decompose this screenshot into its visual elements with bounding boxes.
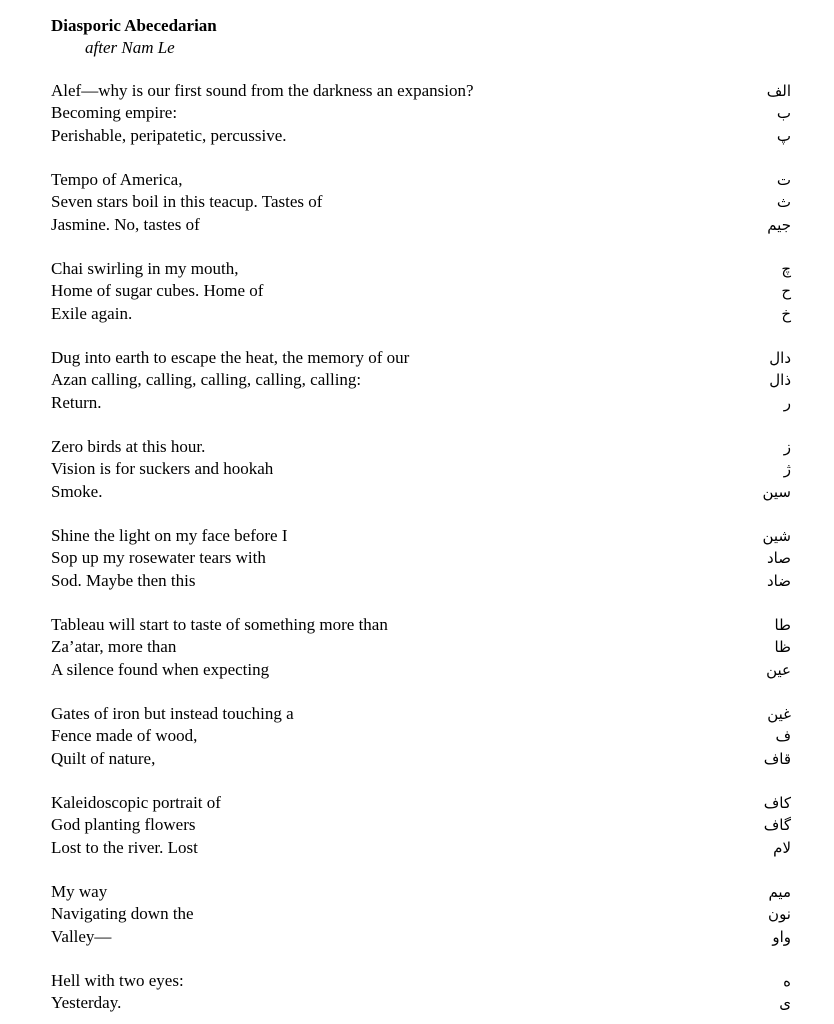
poem-line-english: Za’atar, more than [51, 637, 177, 656]
poem-line [51, 458, 791, 481]
poem-line [51, 125, 791, 148]
poem-line [51, 703, 791, 726]
poem-line-arabic: كاف [763, 793, 791, 812]
poem-line-english: Sop up my rosewater tears with [51, 548, 266, 567]
poem-line-english: Jasmine. No, tastes of [51, 214, 200, 234]
poem-line-arabic: چ [781, 259, 791, 278]
poem-line [51, 970, 791, 993]
poem-line-arabic: نون [768, 905, 791, 923]
poem-line-arabic: جيم [767, 215, 791, 234]
poem-line-english: Quilt of nature, [51, 748, 156, 768]
poem-line-english: Home of sugar cubes. Home of [51, 281, 264, 300]
poem-line-arabic: ز [783, 437, 791, 456]
poem-line-arabic: لام [773, 838, 791, 857]
poem-line [51, 725, 791, 748]
stanza [51, 258, 791, 326]
poem-line [51, 102, 791, 125]
poem-line [51, 748, 791, 771]
poem-line [51, 369, 791, 392]
poem-line [51, 659, 791, 682]
poem-line [51, 992, 791, 1015]
poem-line-english: Zero birds at this hour. [51, 436, 206, 456]
poem-line-english: Valley— [51, 926, 112, 946]
poem-line-english: Sod. Maybe then this [51, 570, 196, 590]
poem-line [51, 169, 791, 192]
poem-line-english: Hell with two eyes: [51, 970, 184, 990]
stanza [51, 169, 791, 237]
poem-line-arabic: سين [762, 482, 791, 501]
poem-line-english: My way [51, 881, 108, 901]
poem-line [51, 636, 791, 659]
poem-line-english: Vision is for suckers and hookah [51, 459, 274, 478]
poem-line [51, 280, 791, 303]
poem-line-arabic: پ [776, 126, 791, 145]
poem-line [51, 881, 791, 904]
stanza [51, 80, 791, 148]
poem-line-arabic: ب [776, 104, 791, 122]
poem-line-english: Azan calling, calling, calling, calling, calling: [51, 370, 362, 389]
stanza [51, 881, 791, 949]
poem-line [51, 347, 791, 370]
poem-line-english: Navigating down the [51, 904, 194, 923]
poem-line-arabic: خ [781, 304, 791, 323]
stanza [51, 436, 791, 504]
poem-line-arabic: دال [769, 348, 791, 367]
poem-line-english: Seven stars boil in this teacup. Tastes of [51, 192, 323, 211]
poem-line [51, 80, 791, 103]
poem-line [51, 547, 791, 570]
poem-line-arabic: گاف [763, 816, 791, 834]
poem-line [51, 214, 791, 237]
poem-subtitle: after Nam Le [85, 37, 175, 57]
poem-line-arabic: ه [783, 971, 791, 990]
poem-line-arabic: عين [766, 660, 791, 679]
poem-line-english: God planting flowers [51, 815, 196, 834]
poem-title: Diasporic Abecedarian [51, 16, 217, 35]
poem-line-arabic: ضاد [767, 571, 791, 590]
poem-line-english: Exile again. [51, 303, 133, 323]
poem-stanzas [51, 80, 791, 1015]
poem-line [51, 792, 791, 815]
poem-line-arabic: صاد [767, 549, 791, 567]
poem-line [51, 837, 791, 860]
poem-line [51, 481, 791, 504]
poem-line-arabic: ف [775, 727, 791, 745]
poem-line-english: Tableau will start to taste of something more than [51, 614, 388, 634]
poem-line-arabic: ژ [783, 460, 791, 478]
poem-line-english: Alef—why is our first sound from the darkness an expansion? [51, 80, 474, 100]
stanza [51, 525, 791, 593]
poem-line [51, 903, 791, 926]
stanza [51, 970, 791, 1015]
poem-line-arabic: ث [776, 193, 791, 211]
poem-line [51, 303, 791, 326]
poem-line-arabic: ر [783, 393, 791, 412]
poem-line-arabic: غين [767, 704, 791, 723]
poem-line-english: Lost to the river. Lost [51, 837, 198, 857]
poem-line [51, 258, 791, 281]
poem-line-arabic: شين [762, 526, 791, 545]
poem-line-arabic: ح [781, 282, 791, 300]
poem-line [51, 191, 791, 214]
poem-line-english: Perishable, peripatetic, percussive. [51, 125, 287, 145]
poem-line-arabic: واو [772, 927, 791, 946]
poem-line-arabic: الف [766, 81, 791, 100]
poem-line [51, 614, 791, 637]
poem-line-english: Yesterday. [51, 993, 122, 1012]
poem-line-arabic: ى [779, 994, 791, 1012]
poem-line-english: Gates of iron but instead touching a [51, 703, 294, 723]
stanza [51, 792, 791, 860]
stanza [51, 614, 791, 682]
poem-line-english: Fence made of wood, [51, 726, 198, 745]
poem-line [51, 570, 791, 593]
poem-line-english: Shine the light on my face before I [51, 525, 288, 545]
poem-line-arabic: ميم [768, 882, 791, 901]
poem-line-arabic: طا [774, 615, 791, 634]
stanza [51, 703, 791, 771]
poem-line-english: Dug into earth to escape the heat, the memory of our [51, 347, 410, 367]
poem-line-english: Smoke. [51, 481, 103, 501]
stanza [51, 347, 791, 415]
poem-line-english: Return. [51, 392, 102, 412]
poem-line [51, 436, 791, 459]
poem-line-english: Kaleidoscopic portrait of [51, 792, 221, 812]
poem-line-arabic: قاف [763, 749, 791, 768]
poem-line [51, 814, 791, 837]
poem-line-arabic: ت [776, 170, 791, 189]
poem-line-arabic: ظا [774, 638, 791, 656]
poem-line-english: Tempo of America, [51, 169, 183, 189]
poem-line [51, 392, 791, 415]
poem-line [51, 926, 791, 949]
poem-line-arabic: ذال [769, 371, 791, 389]
poem-line-english: A silence found when expecting [51, 659, 270, 679]
poem-line-english: Becoming empire: [51, 103, 178, 122]
poem-line [51, 525, 791, 548]
poem-line-english: Chai swirling in my mouth, [51, 258, 239, 278]
